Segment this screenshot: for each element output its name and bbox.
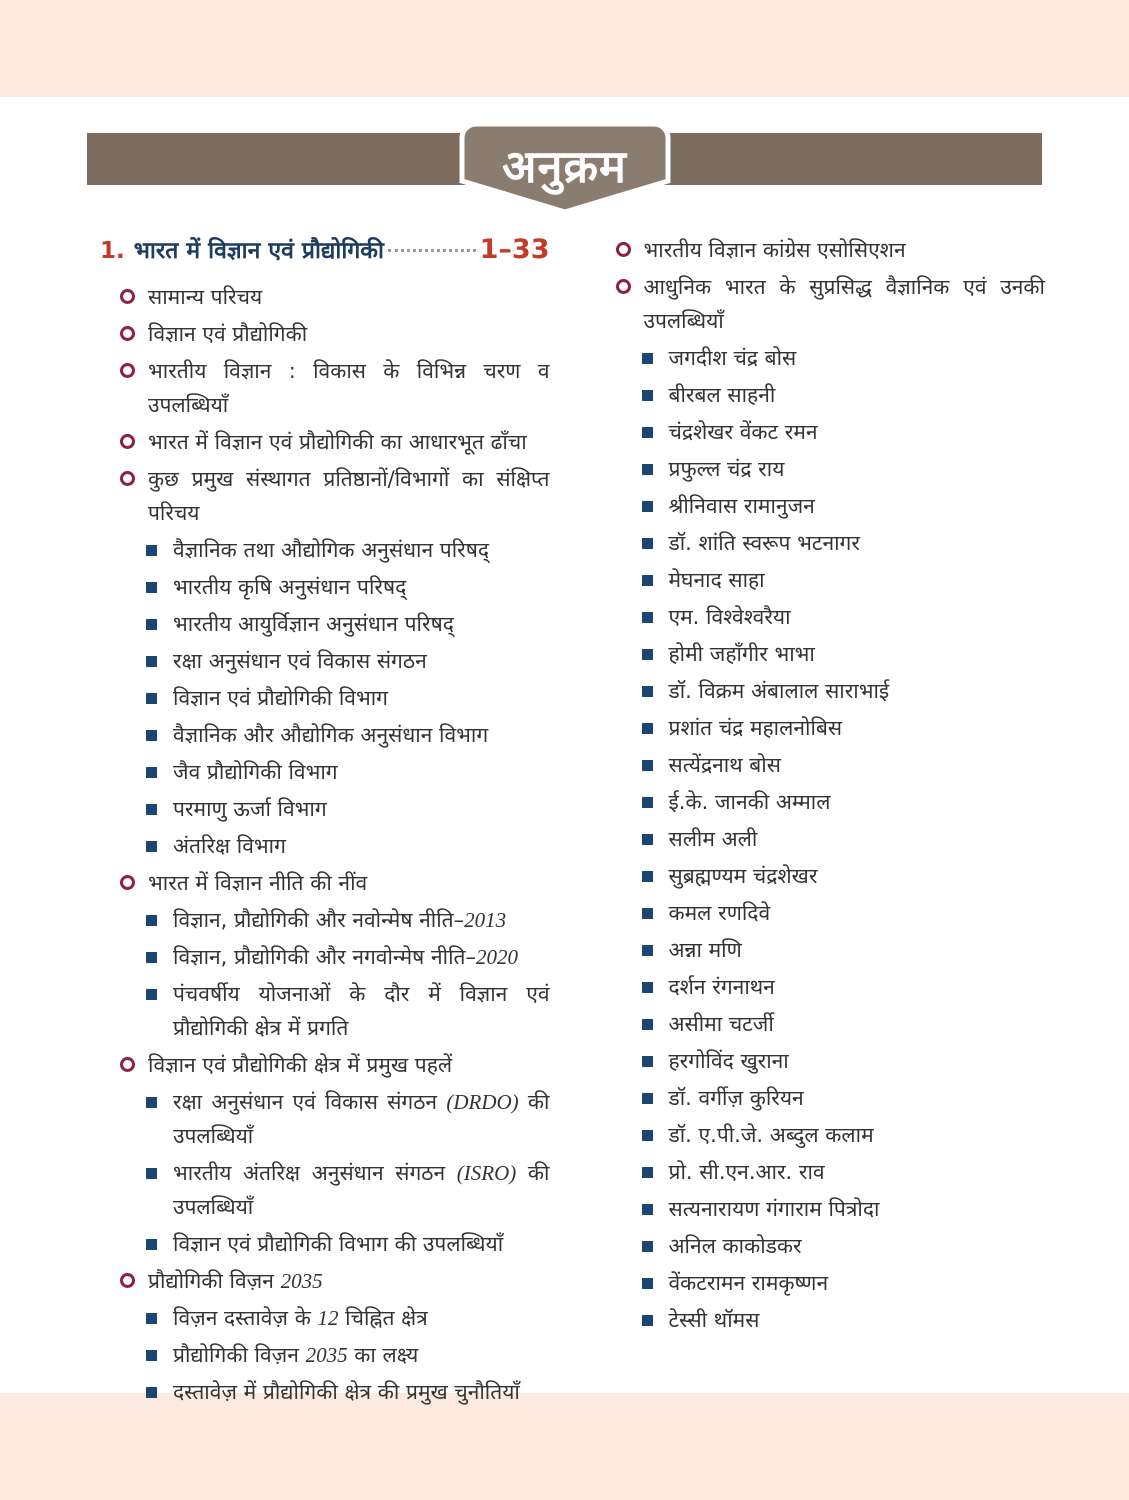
toc-entry <box>146 1085 550 1153</box>
toc-entry <box>146 570 550 604</box>
toc-entry <box>146 755 550 789</box>
latin-text: 2035 <box>280 1269 323 1293</box>
toc-entry-text: विज्ञान, प्रौद्योगिकी और नवोन्मेष नीति–2013 <box>173 908 507 932</box>
toc-entry-text: टेस्सी थॉमस <box>668 1308 760 1332</box>
toc-entry <box>642 674 1046 708</box>
toc-entry-text: डॉ. शांति स्वरूप भटनागर <box>668 531 860 555</box>
square-bullet-icon <box>642 1093 653 1104</box>
latin-text: 2013 <box>464 908 507 932</box>
toc-entry <box>146 1338 550 1372</box>
toc-entry-text: ई.के. जानकी अम्माल <box>668 790 831 814</box>
square-bullet-icon <box>642 390 653 401</box>
square-bullet-icon <box>642 1130 653 1141</box>
toc-entry <box>642 1266 1046 1300</box>
circle-bullet-icon <box>120 875 135 890</box>
toc-column-left <box>100 233 550 1412</box>
square-bullet-icon <box>642 945 653 956</box>
circle-bullet-icon <box>120 289 135 304</box>
square-bullet-icon <box>146 804 157 815</box>
square-bullet-icon <box>146 1350 157 1361</box>
toc-entry <box>642 1044 1046 1078</box>
circle-bullet-icon <box>616 242 631 257</box>
latin-text: 2035 <box>305 1343 348 1367</box>
circle-bullet-icon <box>120 363 135 378</box>
square-bullet-icon <box>642 1019 653 1030</box>
square-bullet-icon <box>642 760 653 771</box>
toc-entry <box>120 462 550 530</box>
toc-entry <box>642 637 1046 671</box>
toc-entry-text: वैज्ञानिक और औद्योगिक अनुसंधान विभाग <box>173 723 489 747</box>
toc-entry <box>120 280 550 314</box>
latin-text: 12 <box>317 1306 339 1330</box>
toc-entry-text: विज्ञान एवं प्रौद्योगिकी <box>148 322 308 346</box>
toc-entry <box>146 792 550 826</box>
toc-entry-text: डॉ. विक्रम अंबालाल साराभाई <box>668 679 890 703</box>
toc-entry-text: विज्ञान एवं प्रौद्योगिकी क्षेत्र में प्रमुख पहलें <box>148 1053 453 1077</box>
square-bullet-icon <box>146 582 157 593</box>
toc-entry <box>642 1229 1046 1263</box>
latin-text: 2020 <box>475 945 518 969</box>
chapter-page-range: 1–33 <box>479 234 550 265</box>
square-bullet-icon <box>642 538 653 549</box>
toc-entry <box>642 563 1046 597</box>
toc-entry <box>642 1303 1046 1337</box>
toc-entry-text: कमल रणदिवे <box>668 901 771 925</box>
toc-entry <box>642 452 1046 486</box>
circle-bullet-icon <box>120 434 135 449</box>
square-bullet-icon <box>642 871 653 882</box>
square-bullet-icon <box>642 1167 653 1178</box>
toc-entry <box>642 933 1046 967</box>
contents-banner <box>87 121 1042 221</box>
toc-entry <box>146 607 550 641</box>
square-bullet-icon <box>642 686 653 697</box>
table-of-contents <box>100 233 1045 1412</box>
toc-entry-text: भारतीय अंतरिक्ष अनुसंधान संगठन (ISRO) की उपलब्धियाँ <box>173 1161 550 1219</box>
latin-text: (ISRO) <box>456 1161 517 1185</box>
toc-entry <box>146 718 550 752</box>
toc-entry <box>146 1301 550 1335</box>
toc-entry <box>146 1227 550 1261</box>
toc-entry <box>146 903 550 937</box>
toc-entry-text: भारत में विज्ञान नीति की नींव <box>148 871 368 895</box>
toc-entry-text: भारतीय विज्ञान : विकास के विभिन्न चरण व उपलब्धियाँ <box>148 359 550 417</box>
toc-entry <box>642 489 1046 523</box>
toc-entry-text: सामान्य परिचय <box>148 285 263 309</box>
toc-entry-text: भारतीय कृषि अनुसंधान परिषद् <box>173 575 407 599</box>
toc-entry-text: वेंकटरामन रामकृष्णन <box>668 1271 829 1295</box>
chapter-title: भारत में विज्ञान एवं प्रौद्योगिकी <box>133 238 384 264</box>
square-bullet-icon <box>642 723 653 734</box>
toc-entry-text: सत्यनारायण गंगाराम पित्रोदा <box>668 1197 880 1221</box>
toc-entry <box>642 748 1046 782</box>
toc-entry <box>120 1048 550 1082</box>
toc-entry-text: सत्येंद्रनाथ बोस <box>668 753 781 777</box>
circle-bullet-icon <box>616 279 631 294</box>
square-bullet-icon <box>146 693 157 704</box>
circle-bullet-icon <box>120 1057 135 1072</box>
square-bullet-icon <box>642 834 653 845</box>
square-bullet-icon <box>146 989 157 1000</box>
toc-entry-text: विज्ञान, प्रौद्योगिकी और नगवोन्मेष नीति–2020 <box>173 945 518 969</box>
toc-entry-text: विज्ञान एवं प्रौद्योगिकी विभाग की उपलब्धियाँ <box>173 1232 504 1256</box>
toc-entry-text: प्रफुल्ल चंद्र राय <box>668 457 785 481</box>
square-bullet-icon <box>642 427 653 438</box>
toc-entry-text: परमाणु ऊर्जा विभाग <box>173 797 327 821</box>
toc-entry-text: रक्षा अनुसंधान एवं विकास संगठन <box>173 649 427 673</box>
toc-entry <box>642 785 1046 819</box>
square-bullet-icon <box>146 1097 157 1108</box>
toc-entry-text: भारतीय आयुर्विज्ञान अनुसंधान परिषद् <box>173 612 454 636</box>
toc-entry <box>642 1155 1046 1189</box>
square-bullet-icon <box>146 915 157 926</box>
toc-entry-text: हरगोविंद खुराना <box>668 1049 789 1073</box>
toc-entry-text: जैव प्रौद्योगिकी विभाग <box>173 760 338 784</box>
toc-entry <box>120 1264 550 1298</box>
circle-bullet-icon <box>120 471 135 486</box>
circle-bullet-icon <box>120 1273 135 1288</box>
square-bullet-icon <box>642 501 653 512</box>
toc-column-right <box>596 233 1046 1412</box>
toc-entry-text: असीमा चटर्जी <box>668 1012 774 1036</box>
square-bullet-icon <box>146 767 157 778</box>
toc-entry <box>146 1375 550 1409</box>
toc-entry <box>146 977 550 1045</box>
page-margin-top <box>0 0 1129 97</box>
square-bullet-icon <box>146 656 157 667</box>
toc-entry <box>642 822 1046 856</box>
toc-entry-text: एम. विश्वेश्वरैया <box>668 605 791 629</box>
toc-entry <box>642 415 1046 449</box>
square-bullet-icon <box>642 982 653 993</box>
square-bullet-icon <box>642 1241 653 1252</box>
square-bullet-icon <box>146 1168 157 1179</box>
toc-entry-text: प्रौद्योगिकी विज़न 2035 <box>148 1269 323 1293</box>
toc-entry-text: सलीम अली <box>668 827 758 851</box>
toc-entry-text: कुछ प्रमुख संस्थागत प्रतिष्ठानों/विभागों का संक्षिप्त परिचय <box>148 467 550 525</box>
square-bullet-icon <box>146 619 157 630</box>
toc-entry <box>146 1156 550 1224</box>
square-bullet-icon <box>146 952 157 963</box>
square-bullet-icon <box>642 1056 653 1067</box>
toc-entry-text: अन्ना मणि <box>668 938 742 962</box>
square-bullet-icon <box>146 545 157 556</box>
toc-entry <box>616 233 1046 267</box>
square-bullet-icon <box>642 1315 653 1326</box>
toc-entry <box>642 859 1046 893</box>
toc-entry <box>616 270 1046 338</box>
toc-entry-text: आधुनिक भारत के सुप्रसिद्ध वैज्ञानिक एवं उनकी उपलब्धियाँ <box>643 275 1045 333</box>
toc-entry <box>120 425 550 459</box>
toc-entry <box>642 711 1046 745</box>
toc-entry-text: विज्ञान एवं प्रौद्योगिकी विभाग <box>173 686 389 710</box>
toc-entry-text: दर्शन रंगनाथन <box>668 975 775 999</box>
toc-entry <box>146 681 550 715</box>
toc-entry <box>120 866 550 900</box>
toc-entry-text: विज़न दस्तावेज़ के 12 चिह्नित क्षेत्र <box>173 1306 428 1330</box>
toc-entry-text: डॉ. वर्गीज़ कुरियन <box>668 1086 804 1110</box>
toc-entry-text: भारतीय विज्ञान कांग्रेस एसोसिएशन <box>643 238 906 262</box>
toc-entry <box>146 644 550 678</box>
toc-entry-text: पंचवर्षीय योजनाओं के दौर में विज्ञान एवं प्रौद्योगिकी क्षेत्र में प्रगति <box>173 982 550 1040</box>
toc-entry-text: दस्तावेज़ में प्रौद्योगिकी क्षेत्र की प्रमुख चुनौतियाँ <box>173 1380 520 1404</box>
square-bullet-icon <box>642 575 653 586</box>
toc-entry-text: श्रीनिवास रामानुजन <box>668 494 815 518</box>
toc-entry-text: रक्षा अनुसंधान एवं विकास संगठन (DRDO) की उपलब्धियाँ <box>173 1090 550 1148</box>
toc-entry <box>642 1007 1046 1041</box>
toc-entry-text: प्रशांत चंद्र महालनोबिस <box>668 716 843 740</box>
toc-entry-text: मेघनाद साहा <box>668 568 765 592</box>
toc-entry <box>146 829 550 863</box>
toc-entry <box>120 354 550 422</box>
dot-leader <box>388 249 476 252</box>
toc-entry-text: जगदीश चंद्र बोस <box>668 346 797 370</box>
square-bullet-icon <box>642 1204 653 1215</box>
square-bullet-icon <box>146 1387 157 1398</box>
square-bullet-icon <box>146 1313 157 1324</box>
square-bullet-icon <box>642 1278 653 1289</box>
toc-entry-text: वैज्ञानिक तथा औद्योगिक अनुसंधान परिषद् <box>173 538 490 562</box>
toc-entry <box>642 378 1046 412</box>
toc-entry <box>642 1118 1046 1152</box>
toc-entry-text: भारत में विज्ञान एवं प्रौद्योगिकी का आधारभूत ढाँचा <box>148 430 527 454</box>
toc-entry-text: प्रो. सी.एन.आर. राव <box>668 1160 825 1184</box>
page-title: अनुक्रम <box>502 140 627 193</box>
toc-entry <box>120 317 550 351</box>
square-bullet-icon <box>642 908 653 919</box>
toc-entry <box>642 896 1046 930</box>
square-bullet-icon <box>642 797 653 808</box>
chapter-entry <box>100 233 550 268</box>
toc-entry <box>642 1192 1046 1226</box>
toc-entry <box>642 970 1046 1004</box>
toc-entry-text: अनिल काकोडकर <box>668 1234 802 1258</box>
square-bullet-icon <box>146 841 157 852</box>
toc-entry <box>642 600 1046 634</box>
toc-entry <box>642 341 1046 375</box>
square-bullet-icon <box>146 1239 157 1250</box>
chapter-number: 1. <box>100 238 125 264</box>
toc-entry <box>642 1081 1046 1115</box>
toc-entry-text: डॉ. ए.पी.जे. अब्दुल कलाम <box>668 1123 874 1147</box>
square-bullet-icon <box>642 353 653 364</box>
square-bullet-icon <box>642 649 653 660</box>
toc-entry-text: सुब्रह्मण्यम चंद्रशेखर <box>668 864 818 888</box>
toc-entry-text: बीरबल साहनी <box>668 383 776 407</box>
toc-entry <box>146 533 550 567</box>
square-bullet-icon <box>146 730 157 741</box>
circle-bullet-icon <box>120 326 135 341</box>
square-bullet-icon <box>642 612 653 623</box>
toc-entry-text: होमी जहाँगीर भाभा <box>668 642 815 666</box>
latin-text: (DRDO) <box>446 1090 519 1114</box>
toc-entry <box>146 940 550 974</box>
toc-entry-text: अंतरिक्ष विभाग <box>173 834 286 858</box>
toc-entry <box>642 526 1046 560</box>
toc-entry-text: चंद्रशेखर वेंकट रमन <box>668 420 818 444</box>
toc-entry-text: प्रौद्योगिकी विज़न 2035 का लक्ष्य <box>173 1343 419 1367</box>
square-bullet-icon <box>642 464 653 475</box>
